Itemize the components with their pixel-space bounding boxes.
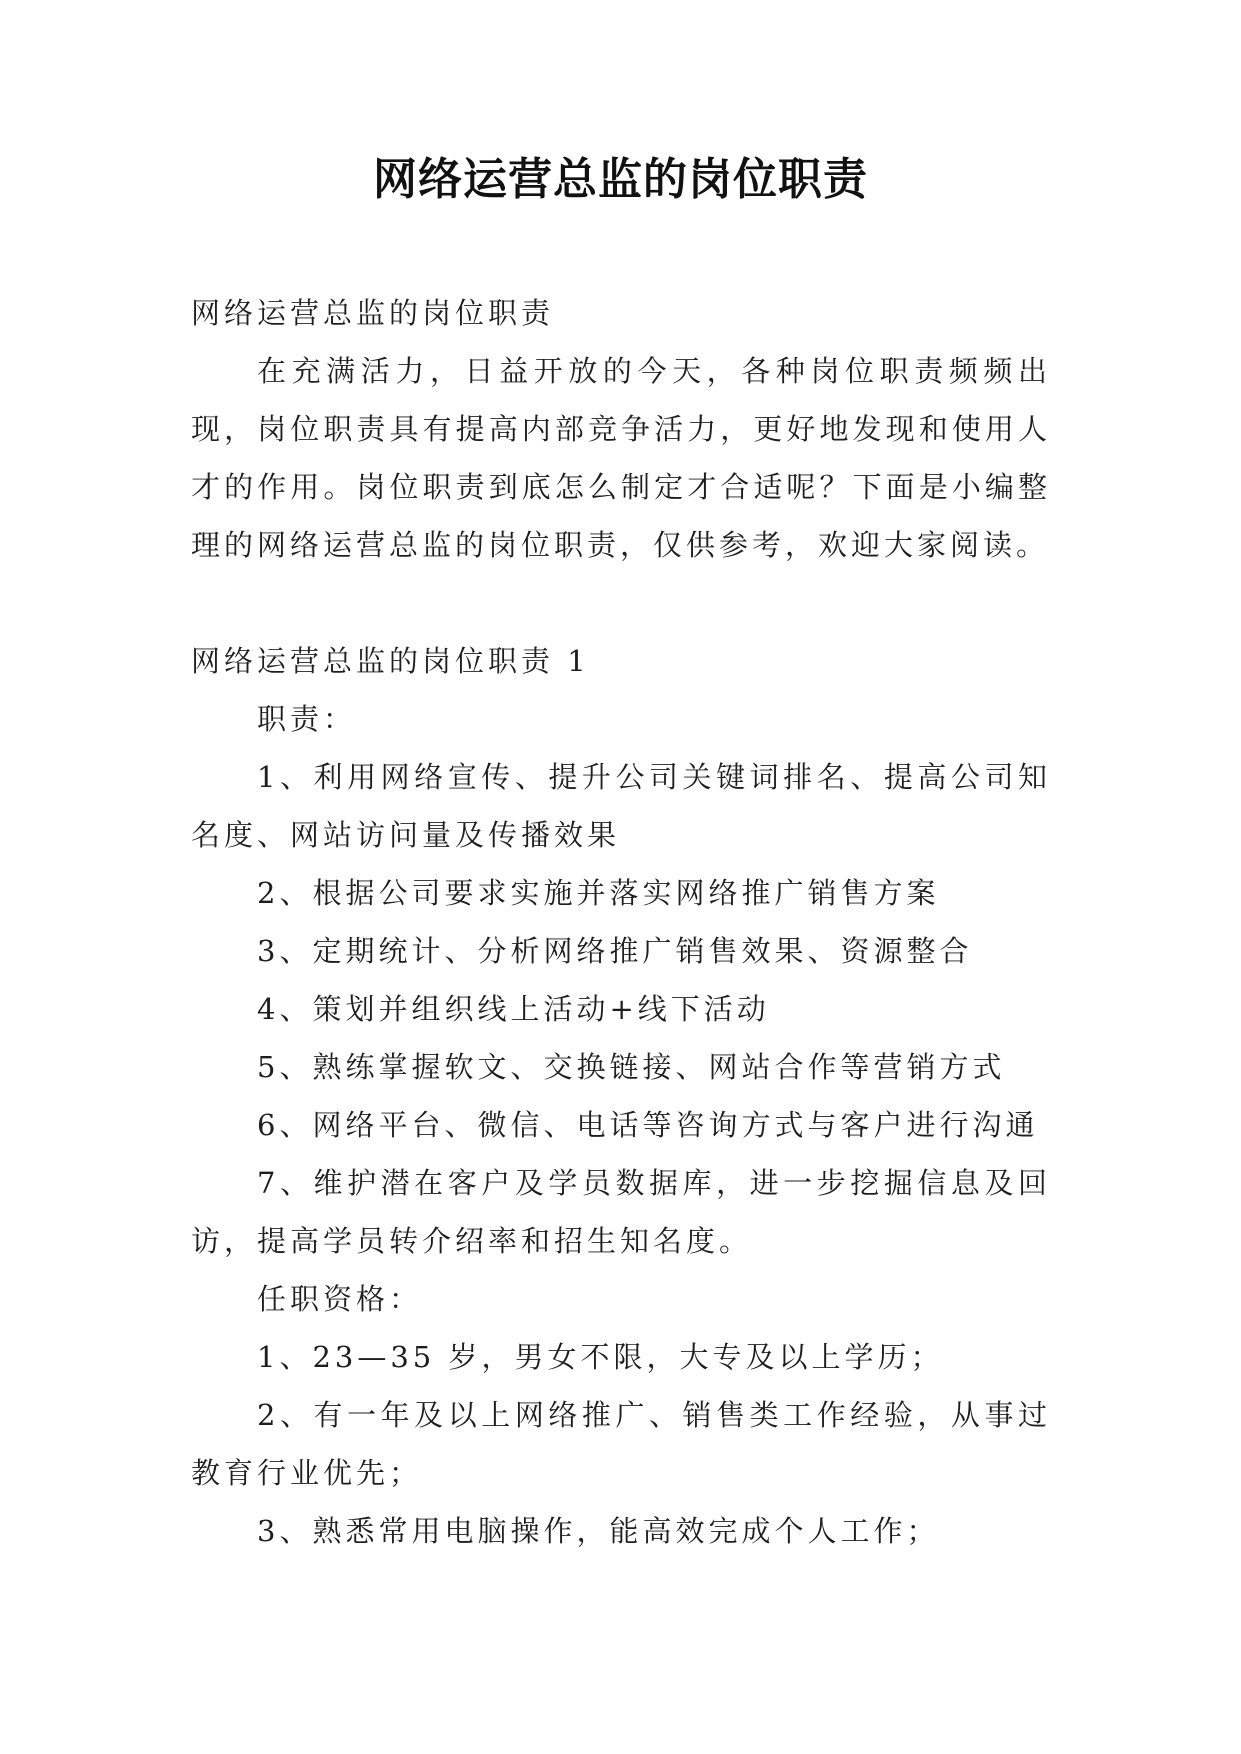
duty-item: 2、根据公司要求实施并落实网络推广销售方案 — [257, 876, 940, 910]
duty-item: 1、利用网络宣传、提升公司关键词排名、提高公司知名度、网站访问量及传播效果 — [191, 760, 1051, 852]
duty-item: 4、策划并组织线上活动+线下活动 — [257, 992, 770, 1026]
duty-item: 6、网络平台、微信、电话等咨询方式与客户进行沟通 — [257, 1108, 1039, 1142]
section-heading: 网络运营总监的岗位职责 1 — [191, 644, 590, 678]
document-title: 网络运营总监的岗位职责 — [373, 154, 868, 205]
duties-label: 职责： — [257, 702, 357, 736]
qualification-item: 1、23—35 岁，男女不限，大专及以上学历； — [257, 1340, 944, 1374]
document-body — [191, 284, 1051, 1560]
section-spacer — [191, 574, 1051, 632]
qualification-item: 3、熟悉常用电脑操作，能高效完成个人工作； — [257, 1514, 940, 1548]
duty-item: 7、维护潜在客户及学员数据库，进一步挖掘信息及回访，提高学员转介绍率和招生知名度。 — [191, 1166, 1051, 1258]
intro-paragraph: 在充满活力，日益开放的今天，各种岗位职责频频出现，岗位职责具有提高内部竞争活力，更好地发现和使用人才的作用。岗位职责到底怎么制定才合适呢？下面是小编整理的网络运营总监的岗位职责，仅供参考，欢迎大家阅读。 — [191, 354, 1051, 562]
duty-item: 3、定期统计、分析网络推广销售效果、资源整合 — [257, 934, 973, 968]
qualification-item: 2、有一年及以上网络推广、销售类工作经验，从事过教育行业优先； — [191, 1398, 1051, 1490]
qualifications-label: 任职资格： — [257, 1282, 423, 1316]
document-subtitle: 网络运营总监的岗位职责 — [191, 296, 555, 330]
duty-item: 5、熟练掌握软文、交换链接、网站合作等营销方式 — [257, 1050, 1006, 1084]
